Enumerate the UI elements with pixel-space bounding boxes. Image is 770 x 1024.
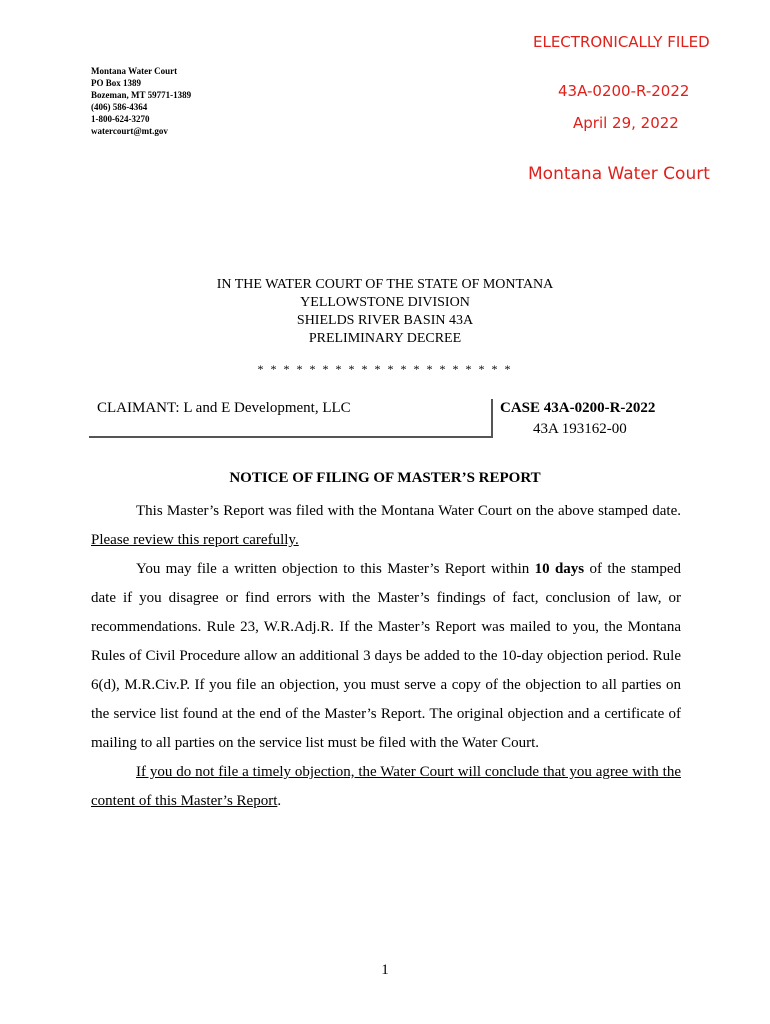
address-line: 1-800-624-3270 — [91, 114, 150, 124]
caption-line: SHIELDS RIVER BASIN 43A — [296, 313, 474, 328]
address-line: Montana Water Court — [91, 66, 178, 76]
claimant-box-right-rule — [491, 399, 493, 438]
caption-line: YELLOWSTONE DIVISION — [300, 295, 470, 310]
claimant-label: CLAIMANT: L and E Development, LLC — [97, 400, 351, 416]
court-caption — [0, 276, 770, 348]
court-address-block — [91, 65, 191, 137]
notice-paragraph-2 — [91, 555, 681, 758]
p2-bold: 10 days — [534, 561, 585, 577]
notice-body — [91, 497, 681, 816]
stamp-heading: ELECTRONICALLY FILED — [533, 33, 710, 51]
stamp-date: April 29, 2022 — [573, 114, 679, 132]
caption-line: IN THE WATER COURT OF THE STATE OF MONTANA — [216, 277, 554, 292]
p2-rest: of the stamped date if you disagree or find errors with the Master’s findings of fact, conclusion of law, or recommendations. Rule 23, W.R.Adj.R. If the Master’s Report was mailed to you, the Montana Rules of Civil Procedure allow an additional 3 days be added to the 10-day objection period. Rule 6(d), M.R.Civ.P. If you file an objection, you must serve a copy of the objection to all parties on the service list found at the end of the Master’s Report. The original objection and a certificate of mailing to all parties on the service list must be filed with the Water Court. — [91, 561, 681, 751]
case-subnumber: 43A 193162-00 — [533, 421, 627, 437]
p2-start: You may file a written objection to this Master’s Report within — [136, 561, 535, 577]
notice-paragraph-3 — [91, 758, 681, 816]
p3-end: . — [277, 793, 282, 809]
p1-underlined: Please review this report carefully. — [91, 532, 299, 548]
notice-title: NOTICE OF FILING OF MASTER’S REPORT — [229, 470, 541, 486]
stamp-court: Montana Water Court — [528, 164, 710, 184]
caption-separator: * * * * * * * * * * * * * * * * * * * * — [257, 362, 513, 376]
stamp-case-number: 43A-0200-R-2022 — [558, 82, 690, 100]
case-title: CASE 43A-0200-R-2022 — [500, 400, 656, 416]
address-line: PO Box 1389 — [91, 78, 142, 88]
p3-underlined: If you do not file a timely objection, the Water Court will conclude that you agree with the content of this Master’s Report — [91, 764, 681, 809]
claimant-box-bottom-rule — [89, 436, 493, 438]
p1-text: This Master’s Report was filed with the Montana Water Court on the above stamped date. — [136, 503, 681, 519]
address-line: (406) 586-4364 — [91, 102, 148, 112]
page-number: 1 — [381, 962, 389, 978]
address-line: Bozeman, MT 59771-1389 — [91, 90, 192, 100]
notice-paragraph-1 — [91, 497, 681, 555]
caption-line: PRELIMINARY DECREE — [308, 331, 462, 346]
address-line: watercourt@mt.gov — [91, 126, 168, 136]
